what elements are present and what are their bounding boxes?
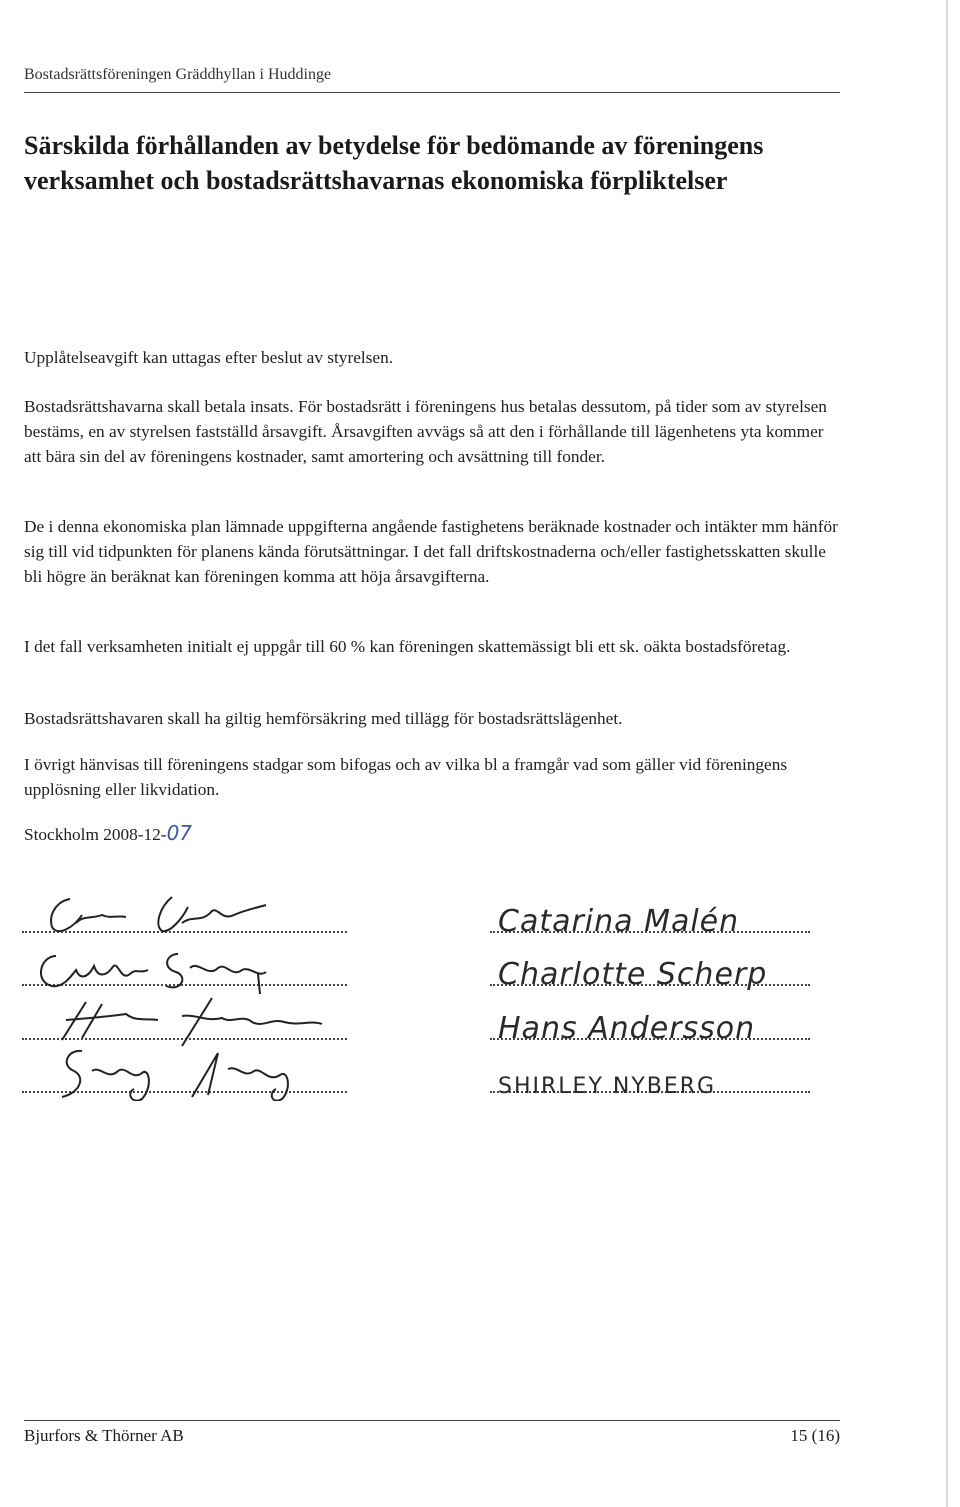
header-divider bbox=[24, 92, 840, 93]
name-clarification-3 bbox=[490, 992, 810, 1048]
footer-company: Bjurfors & Thörner AB bbox=[24, 1426, 184, 1445]
signature-line-3 bbox=[22, 992, 347, 1048]
paragraph-insats-arsavgift: Bostadsrättshavarna skall betala insats. För bostadsrätt i föreningens hus betalas dessutom, på tider som av styrelsen bestäms, en av styrelsen fastställd årsavgift. Årsavgiften avvägs så att den i förhållande till lägenhetens yta kommer att bära sin del av föreningens kostnader, samt amortering och avsättning till fonder. bbox=[24, 397, 827, 466]
name-charlotte-scherp: Charlotte Scherp bbox=[498, 957, 768, 992]
paragraph-verksamhet: I det fall verksamheten initialt ej uppgår till 60 % kan föreningen skattemässigt bli ett sk. oäkta bostadsföretag. bbox=[24, 637, 791, 656]
signature-line-1 bbox=[22, 885, 347, 941]
signature-shirley-nyberg bbox=[22, 1045, 347, 1101]
paragraph-stadgar: I övrigt hänvisas till föreningens stadgar som bifogas och av vilka bl a framgår vad som gäller vid föreningens upplösning eller likvidation. bbox=[24, 755, 788, 799]
name-shirley-nyberg: SHIRLEY NYBERG bbox=[498, 1074, 717, 1099]
paragraph-upplatelseavgift: Upplåtelseavgift kan uttagas efter beslut av styrelsen. bbox=[24, 348, 394, 367]
name-clarification-4 bbox=[490, 1045, 810, 1101]
footer-divider bbox=[24, 1420, 840, 1421]
page-edge-line bbox=[946, 0, 948, 1507]
name-hans-andersson: Hans Andersson bbox=[498, 1011, 756, 1046]
signature-hans-andersson bbox=[22, 992, 347, 1048]
paragraph-hemforsakring: Bostadsrättshavaren skall ha giltig hemförsäkring med tillägg för bostadsrättslägenhet. bbox=[24, 709, 623, 728]
handwritten-day: 07 bbox=[166, 821, 193, 845]
name-clarification-2 bbox=[490, 938, 810, 994]
signature-charlotte-scherp bbox=[22, 938, 347, 994]
name-catarina-malen: Catarina Malén bbox=[498, 904, 740, 939]
signature-line-4 bbox=[22, 1045, 347, 1101]
paragraph-ekonomisk-plan: De i denna ekonomiska plan lämnade uppgifterna angående fastighetens beräknade kostnader och intäkter mm hänför sig till vid tidpunkten för planens kända förutsättningar. I det fall driftskostnaderna och/eller fastighetsskatten skulle bli högre än beräknat kan föreningen komma att höja årsavgifterna. bbox=[24, 517, 838, 586]
place-and-date bbox=[24, 821, 192, 845]
page-title: Särskilda förhållanden av betydelse för bedömande av föreningens verksamhet och bostadsrättshavarnas ekonomiska förpliktelser bbox=[24, 131, 764, 195]
place-date-printed: Stockholm 2008-12- bbox=[24, 825, 167, 844]
signature-line-2 bbox=[22, 938, 347, 994]
page-number: 15 (16) bbox=[790, 1426, 840, 1445]
name-clarification-1 bbox=[490, 885, 810, 941]
signature-catharina-malen bbox=[22, 885, 347, 941]
document-header: Bostadsrättsföreningen Gräddhyllan i Huddinge bbox=[24, 66, 332, 83]
